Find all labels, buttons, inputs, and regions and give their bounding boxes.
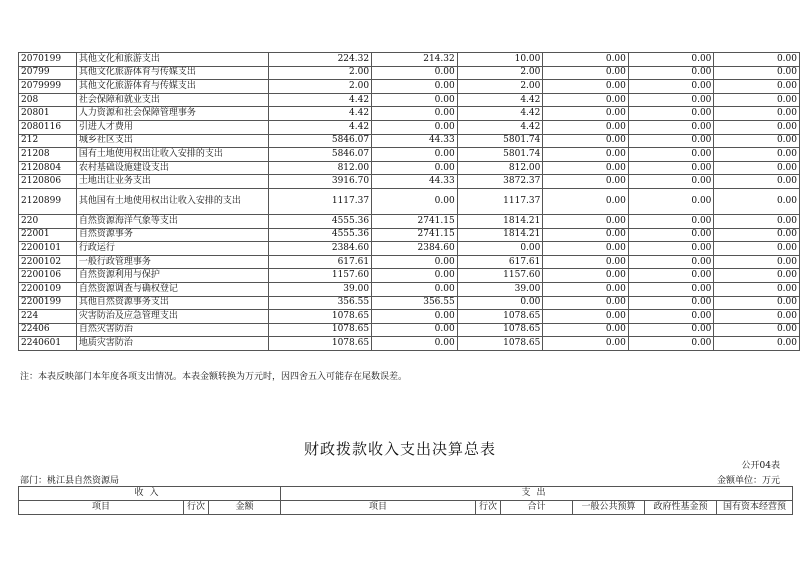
row-name: 其他自然资源事务支出	[76, 296, 268, 310]
row-total: 5846.07	[268, 148, 372, 162]
row-col4: 0.00	[543, 242, 629, 256]
row-total: 1078.65	[268, 323, 372, 337]
row-project: 4.42	[457, 93, 543, 107]
row-col4: 0.00	[543, 120, 629, 134]
row-total: 1078.65	[268, 337, 372, 351]
row-total: 5846.07	[268, 134, 372, 148]
row-col6: 0.00	[714, 175, 800, 189]
row-code: 2070199	[19, 53, 77, 67]
row-code: 2079999	[19, 80, 77, 94]
row-basic: 356.55	[372, 296, 458, 310]
row-col6: 0.00	[714, 80, 800, 94]
row-name: 灾害防治及应急管理支出	[76, 310, 268, 324]
row-basic: 214.32	[372, 53, 458, 67]
row-project: 1117.37	[457, 188, 543, 214]
table-row	[19, 214, 800, 228]
row-col5: 0.00	[628, 134, 714, 148]
row-col4: 0.00	[543, 310, 629, 324]
row-basic: 0.00	[372, 120, 458, 134]
table-row	[19, 175, 800, 189]
table-row	[19, 255, 800, 269]
row-col5: 0.00	[628, 53, 714, 67]
row-col6: 0.00	[714, 188, 800, 214]
row-code: 220	[19, 214, 77, 228]
row-project: 10.00	[457, 53, 543, 67]
row-total: 4555.36	[268, 228, 372, 242]
row-col5: 0.00	[628, 66, 714, 80]
table-row	[19, 323, 800, 337]
row-project: 4.42	[457, 107, 543, 121]
row-name: 自然资源调查与确权登记	[76, 282, 268, 296]
row-basic: 0.00	[372, 161, 458, 175]
table-row	[19, 310, 800, 324]
row-project: 4.42	[457, 120, 543, 134]
row-basic: 0.00	[372, 188, 458, 214]
row-code: 224	[19, 310, 77, 324]
row-code: 2240601	[19, 337, 77, 351]
row-col5: 0.00	[628, 107, 714, 121]
row-total: 3916.70	[268, 175, 372, 189]
row-name: 其他文化旅游体育与传媒支出	[76, 80, 268, 94]
row-col5: 0.00	[628, 255, 714, 269]
row-project: 0.00	[457, 296, 543, 310]
row-name: 其他文化旅游体育与传媒支出	[76, 66, 268, 80]
row-basic: 2741.15	[372, 228, 458, 242]
gov-fund-header: 政府性基金预	[645, 501, 717, 515]
row-col6: 0.00	[714, 310, 800, 324]
row-code: 20801	[19, 107, 77, 121]
row-col4: 0.00	[543, 228, 629, 242]
row-col5: 0.00	[628, 242, 714, 256]
row-basic: 0.00	[372, 93, 458, 107]
row-col5: 0.00	[628, 269, 714, 283]
row-col4: 0.00	[543, 175, 629, 189]
row-col5: 0.00	[628, 214, 714, 228]
row-name: 国有土地使用权出让收入安排的支出	[76, 148, 268, 162]
row-basic: 0.00	[372, 148, 458, 162]
table-row	[19, 161, 800, 175]
unit-label: 金额单位：万元	[716, 476, 780, 486]
general-budget-header: 一般公共预算	[573, 501, 645, 515]
row-basic: 0.00	[372, 282, 458, 296]
income-item-header: 项目	[19, 501, 184, 515]
expense-item-header: 项目	[281, 501, 476, 515]
row-col6: 0.00	[714, 53, 800, 67]
expense-header: 支出	[281, 487, 793, 501]
row-col6: 0.00	[714, 120, 800, 134]
row-col4: 0.00	[543, 337, 629, 351]
row-project: 1157.60	[457, 269, 543, 283]
department-label: 部门：桃江县自然资源局	[20, 476, 120, 486]
row-name: 自然资源利用与保护	[76, 269, 268, 283]
row-name: 行政运行	[76, 242, 268, 256]
income-line-header: 行次	[184, 501, 209, 515]
row-col5: 0.00	[628, 310, 714, 324]
row-col4: 0.00	[543, 296, 629, 310]
row-col6: 0.00	[714, 337, 800, 351]
row-col5: 0.00	[628, 337, 714, 351]
table-body	[19, 53, 800, 351]
row-basic: 44.33	[372, 175, 458, 189]
row-name: 城乡社区支出	[76, 134, 268, 148]
row-col6: 0.00	[714, 242, 800, 256]
row-basic: 0.00	[372, 337, 458, 351]
row-col6: 0.00	[714, 323, 800, 337]
row-code: 2120899	[19, 188, 77, 214]
row-name: 一般行政管理事务	[76, 255, 268, 269]
table-row	[19, 269, 800, 283]
row-code: 2200199	[19, 296, 77, 310]
row-total: 1078.65	[268, 310, 372, 324]
expense-detail-table	[18, 52, 800, 351]
row-col4: 0.00	[543, 148, 629, 162]
row-col6: 0.00	[714, 269, 800, 283]
row-project: 617.61	[457, 255, 543, 269]
row-basic: 0.00	[372, 66, 458, 80]
table-row	[19, 107, 800, 121]
row-total: 356.55	[268, 296, 372, 310]
row-name: 人力资源和社会保障管理事务	[76, 107, 268, 121]
row-name: 引进人才费用	[76, 120, 268, 134]
table-row	[19, 188, 800, 214]
row-col4: 0.00	[543, 93, 629, 107]
row-col6: 0.00	[714, 282, 800, 296]
form-number: 公开04表	[741, 461, 780, 471]
row-code: 2200102	[19, 255, 77, 269]
row-total: 4.42	[268, 120, 372, 134]
row-total: 1117.37	[268, 188, 372, 214]
table-row	[19, 134, 800, 148]
table-row	[19, 93, 800, 107]
table-row	[19, 242, 800, 256]
row-name: 农村基础设施建设支出	[76, 161, 268, 175]
row-col5: 0.00	[628, 228, 714, 242]
row-col4: 0.00	[543, 134, 629, 148]
row-col6: 0.00	[714, 134, 800, 148]
row-total: 2.00	[268, 66, 372, 80]
row-name: 自然灾害防治	[76, 323, 268, 337]
row-basic: 0.00	[372, 310, 458, 324]
row-col6: 0.00	[714, 107, 800, 121]
row-basic: 0.00	[372, 323, 458, 337]
row-col4: 0.00	[543, 323, 629, 337]
row-code: 21208	[19, 148, 77, 162]
row-col6: 0.00	[714, 255, 800, 269]
row-col5: 0.00	[628, 296, 714, 310]
row-col5: 0.00	[628, 175, 714, 189]
row-basic: 44.33	[372, 134, 458, 148]
row-total: 1157.60	[268, 269, 372, 283]
row-total: 39.00	[268, 282, 372, 296]
row-col6: 0.00	[714, 214, 800, 228]
row-code: 212	[19, 134, 77, 148]
row-col4: 0.00	[543, 214, 629, 228]
row-col4: 0.00	[543, 53, 629, 67]
row-project: 1814.21	[457, 214, 543, 228]
row-code: 20799	[19, 66, 77, 80]
table-row	[19, 282, 800, 296]
row-total: 4.42	[268, 107, 372, 121]
row-code: 2200101	[19, 242, 77, 256]
row-project: 5801.74	[457, 148, 543, 162]
row-code: 2200109	[19, 282, 77, 296]
table-row	[19, 53, 800, 67]
table-row	[19, 296, 800, 310]
row-project: 1078.65	[457, 323, 543, 337]
row-col5: 0.00	[628, 93, 714, 107]
row-basic: 0.00	[372, 107, 458, 121]
row-col4: 0.00	[543, 161, 629, 175]
row-col6: 0.00	[714, 148, 800, 162]
row-col6: 0.00	[714, 161, 800, 175]
row-total: 224.32	[268, 53, 372, 67]
table-row	[19, 66, 800, 80]
row-name: 地质灾害防治	[76, 337, 268, 351]
table-row	[19, 148, 800, 162]
row-col4: 0.00	[543, 282, 629, 296]
row-project: 3872.37	[457, 175, 543, 189]
row-project: 2.00	[457, 80, 543, 94]
row-project: 1078.65	[457, 337, 543, 351]
row-col4: 0.00	[543, 107, 629, 121]
row-basic: 2384.60	[372, 242, 458, 256]
row-basic: 0.00	[372, 255, 458, 269]
row-project: 2.00	[457, 66, 543, 80]
row-name: 其他国有土地使用权出让收入安排的支出	[76, 188, 268, 214]
summary-header-table	[18, 486, 793, 515]
row-col5: 0.00	[628, 120, 714, 134]
row-project: 1078.65	[457, 310, 543, 324]
row-total: 2.00	[268, 80, 372, 94]
income-header: 收入	[19, 487, 281, 501]
row-code: 2200106	[19, 269, 77, 283]
income-amount-header: 金额	[209, 501, 281, 515]
expense-line-header: 行次	[476, 501, 501, 515]
row-col4: 0.00	[543, 80, 629, 94]
row-code: 2080116	[19, 120, 77, 134]
row-project: 812.00	[457, 161, 543, 175]
row-name: 自然资源事务	[76, 228, 268, 242]
row-col5: 0.00	[628, 161, 714, 175]
row-col5: 0.00	[628, 282, 714, 296]
table-row	[19, 337, 800, 351]
row-col4: 0.00	[543, 255, 629, 269]
row-basic: 2741.15	[372, 214, 458, 228]
row-total: 812.00	[268, 161, 372, 175]
row-total: 2384.60	[268, 242, 372, 256]
row-basic: 0.00	[372, 80, 458, 94]
row-code: 208	[19, 93, 77, 107]
row-project: 1814.21	[457, 228, 543, 242]
row-total: 4.42	[268, 93, 372, 107]
table-row	[19, 120, 800, 134]
table-row	[19, 80, 800, 94]
row-code: 22406	[19, 323, 77, 337]
row-code: 22001	[19, 228, 77, 242]
row-name: 社会保障和就业支出	[76, 93, 268, 107]
row-col5: 0.00	[628, 80, 714, 94]
row-code: 2120806	[19, 175, 77, 189]
row-basic: 0.00	[372, 269, 458, 283]
row-total: 4555.36	[268, 214, 372, 228]
row-col6: 0.00	[714, 66, 800, 80]
row-col5: 0.00	[628, 323, 714, 337]
row-col5: 0.00	[628, 188, 714, 214]
state-capital-header: 国有资本经营预	[717, 501, 793, 515]
row-total: 617.61	[268, 255, 372, 269]
table-row	[19, 228, 800, 242]
row-project: 5801.74	[457, 134, 543, 148]
table-note: 注：本表反映部门本年度各项支出情况。本表金额转换为万元时，因四舍五入可能存在尾数误差。	[20, 372, 408, 382]
page-title: 财政拨款收入支出决算总表	[303, 440, 496, 458]
row-col4: 0.00	[543, 66, 629, 80]
row-code: 2120804	[19, 161, 77, 175]
row-project: 0.00	[457, 242, 543, 256]
row-name: 土地出让业务支出	[76, 175, 268, 189]
row-col6: 0.00	[714, 93, 800, 107]
row-col6: 0.00	[714, 228, 800, 242]
row-project: 39.00	[457, 282, 543, 296]
row-name: 其他文化和旅游支出	[76, 53, 268, 67]
row-col4: 0.00	[543, 269, 629, 283]
row-name: 自然资源海洋气象等支出	[76, 214, 268, 228]
row-col5: 0.00	[628, 148, 714, 162]
row-col4: 0.00	[543, 188, 629, 214]
total-header: 合计	[501, 501, 573, 515]
row-col6: 0.00	[714, 296, 800, 310]
